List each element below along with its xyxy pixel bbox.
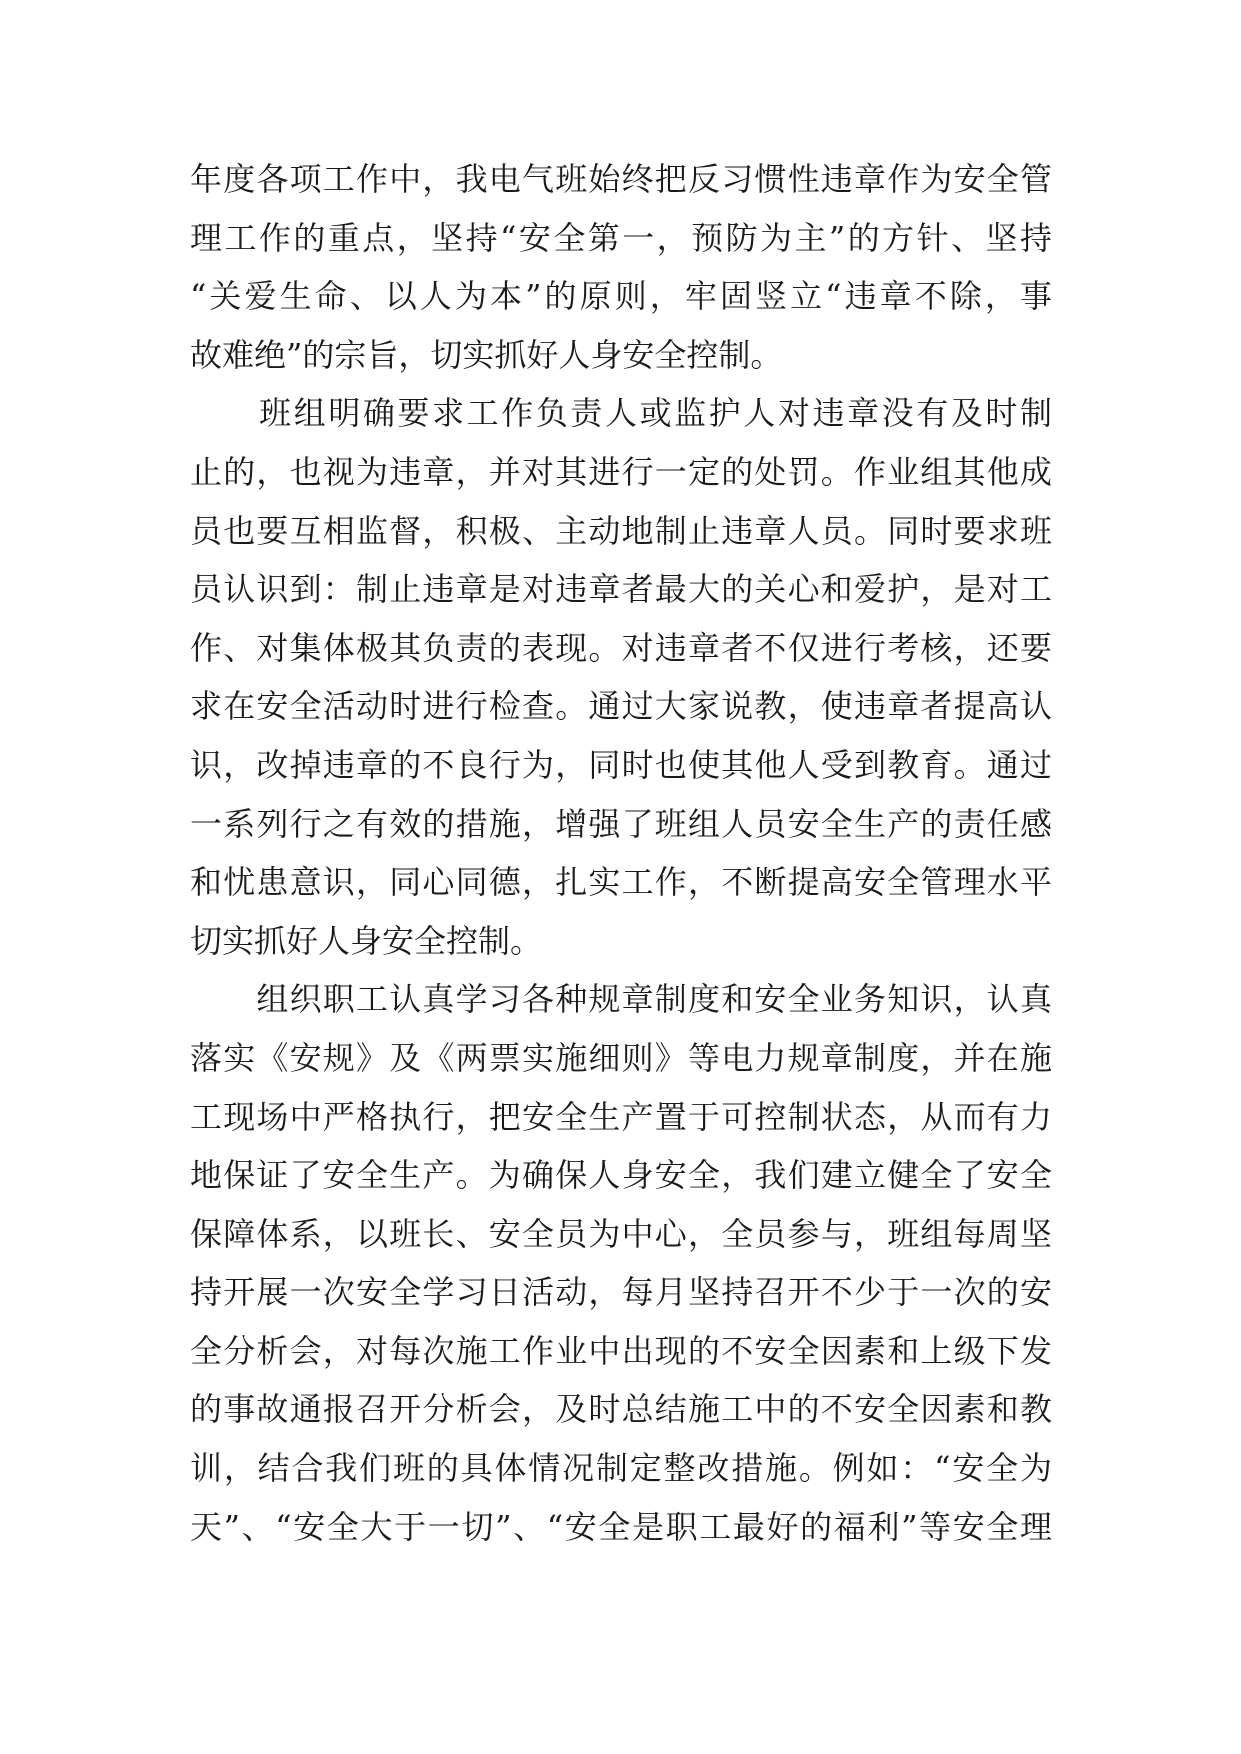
text-line: 落实《安规》及《两票实施细则》等电力规章制度，并在施 (190, 1038, 1052, 1077)
text-line: 训，结合我们班的具体情况制定整改措施。例如：“安全为 (190, 1449, 1052, 1488)
text-line: 持开展一次安全学习日活动，每月坚持召开不少于一次的安 (190, 1273, 1052, 1312)
text-line: 年度各项工作中，我电气班始终把反习惯性违章作为安全管 (190, 160, 1052, 198)
text-line: 工现场中严格执行，把安全生产置于可控制状态，从而有力 (190, 1097, 1052, 1136)
text-line: 作、对集体极其负责的表现。对违章者不仅进行考核，还要 (190, 628, 1052, 667)
text-line: 一系列行之有效的措施，增强了班组人员安全生产的责任感 (190, 804, 1052, 843)
body-text (190, 150, 1052, 1556)
text-line: 识，改掉违章的不良行为，同时也使其他人受到教育。通过 (190, 745, 1052, 784)
text-line: 的事故通报召开分析会，及时总结施工中的不安全因素和教 (190, 1390, 1052, 1429)
text-line: 地保证了安全生产。为确保人身安全，我们建立健全了安全 (190, 1156, 1052, 1195)
text-line: 员也要互相监督，积极、主动地制止违章人员。同时要求班 (190, 511, 1052, 550)
text-line: 和忧患意识，同心同德，扎实工作，不断提高安全管理水平 (190, 863, 1052, 902)
text-line: 保障体系，以班长、安全员为中心，全员参与，班组每周坚 (190, 1214, 1052, 1253)
text-line: “关爱生命、以人为本”的原则，牢固竖立“违章不除，事 (190, 277, 1052, 316)
text-line: 天”、“安全大于一切”、“安全是职工最好的福利”等安全理 (190, 1507, 1052, 1546)
text-line: 组织职工认真学习各种规章制度和安全业务知识，认真 (190, 980, 1052, 1019)
text-line: 班组明确要求工作负责人或监护人对违章没有及时制 (190, 394, 1052, 433)
text-line: 理工作的重点，坚持“安全第一，预防为主”的方针、坚持 (190, 218, 1052, 257)
text-line: 切实抓好人身安全控制。 (190, 921, 543, 960)
text-line: 全分析会，对每次施工作业中出现的不安全因素和上级下发 (190, 1331, 1052, 1370)
text-line: 员认识到：制止违章是对违章者最大的关心和爱护，是对工 (190, 570, 1052, 609)
text-line: 求在安全活动时进行检查。通过大家说教，使违章者提高认 (190, 687, 1052, 726)
text-line: 故难绝”的宗旨，切实抓好人身安全控制。 (190, 335, 783, 374)
text-line: 止的，也视为违章，并对其进行一定的处罚。作业组其他成 (190, 452, 1052, 491)
